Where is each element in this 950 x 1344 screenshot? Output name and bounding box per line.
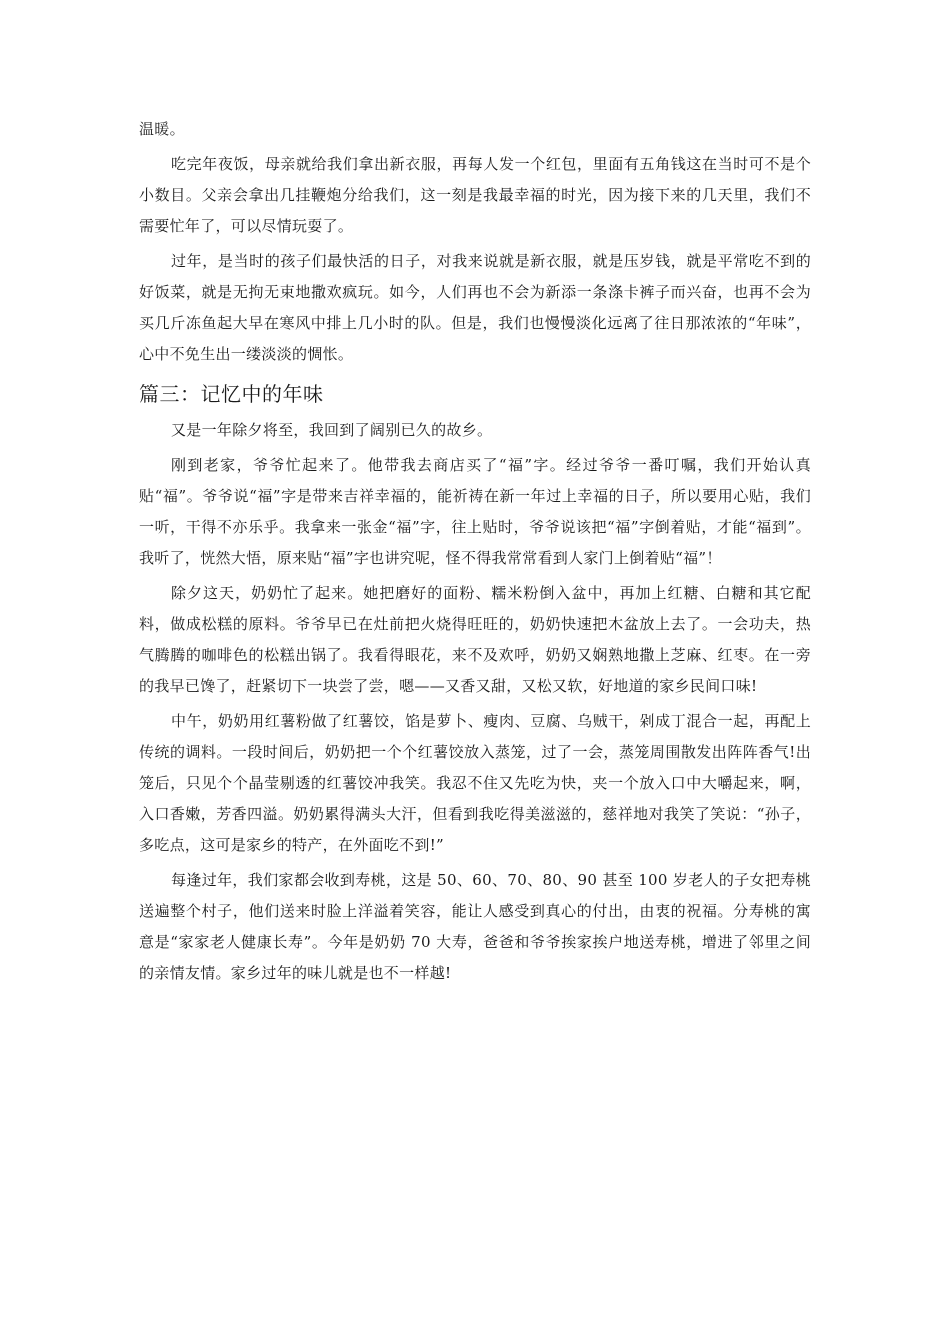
paragraph-childhood-new-year: 过年，是当时的孩子们最快活的日子，对我来说就是新衣服，就是压岁钱，就是平常吃不到的好饭菜，就是无拘无束地撒欢疯玩。如今，人们再也不会为新添一条涤卡裤子而兴奋，也再不会为买几斤冻鱼起大早在寒风中排上几小时的队。但是，我们也慢慢淡化远离了往日那浓浓的“年味”，心中不免生出一缕淡淡的惆怅。 [139, 252, 811, 363]
document-body [139, 114, 811, 989]
paragraph-songgao: 除夕这天，奶奶忙了起来。她把磨好的面粉、糯米粉倒入盆中，再加上红糖、白糖和其它配料，做成松糕的原料。爷爷早已在灶前把火烧得旺旺的，奶奶快速把木盆放上去了。一会功夫，热气腾腾的咖啡色的松糕出锅了。我看得眼花，来不及欢呼，奶奶又娴熟地撒上芝麻、红枣。在一旁的我早已馋了，赶紧切下一块尝了尝，嗯——又香又甜，又松又软，好地道的家乡民间口味! [139, 584, 811, 695]
paragraph-new-year-dinner: 吃完年夜饭，母亲就给我们拿出新衣服，再每人发一个红包，里面有五角钱这在当时可不是个小数目。父亲会拿出几挂鞭炮分给我们，这一刻是我最幸福的时光，因为接下来的几天里，我们不需要忙年了，可以尽情玩耍了。 [139, 155, 811, 235]
paragraph-sweet-potato-dumplings: 中午，奶奶用红薯粉做了红薯饺，馅是萝卜、瘦肉、豆腐、乌贼干，剁成丁混合一起，再配上传统的调料。一段时间后，奶奶把一个个红薯饺放入蒸笼，过了一会，蒸笼周围散发出阵阵香气!出笼后，只见个个晶莹剔透的红薯饺冲我笑。我忍不住又先吃为快，夹一个放入口中大嚼起来，啊，入口香嫩，芳香四溢。奶奶累得满头大汗，但看到我吃得美滋滋的，慈祥地对我笑了笑说：“孙子，多吃点，这可是家乡的特产，在外面吃不到!” [139, 712, 811, 854]
paragraph-longevity-peaches: 每逢过年，我们家都会收到寿桃，这是 50、60、70、80、90 甚至 100 岁老人的子女把寿桃送遍整个村子，他们送来时脸上洋溢着笑容，能让人感受到真心的付出，由衷的祝福。分寿桃的寓意是“家家老人健康长寿”。今年是奶奶 70 大寿，爸爸和爷爷挨家挨户地送寿桃，增进了邻里之间的亲情友情。家乡过年的味儿就是也不一样越! [139, 871, 811, 982]
paragraph-continuation: 温暖。 [139, 120, 185, 138]
section-heading: 篇三：记忆中的年味 [139, 382, 324, 406]
paragraph-fu-character: 刚到老家，爷爷忙起来了。他带我去商店买了“福”字。经过爷爷一番叮嘱，我们开始认真贴“福”。爷爷说“福”字是带来吉祥幸福的，能祈祷在新一年过上幸福的日子，所以要用心贴，我们一听，干得不亦乐乎。我拿来一张金“福”字，往上贴时，爷爷说该把“福”字倒着贴，才能“福到”。我听了，恍然大悟，原来贴“福”字也讲究呢，怪不得我常常看到人家门上倒着贴“福”！ [139, 456, 811, 567]
paragraph-return-home: 又是一年除夕将至，我回到了阔别已久的故乡。 [171, 421, 493, 439]
